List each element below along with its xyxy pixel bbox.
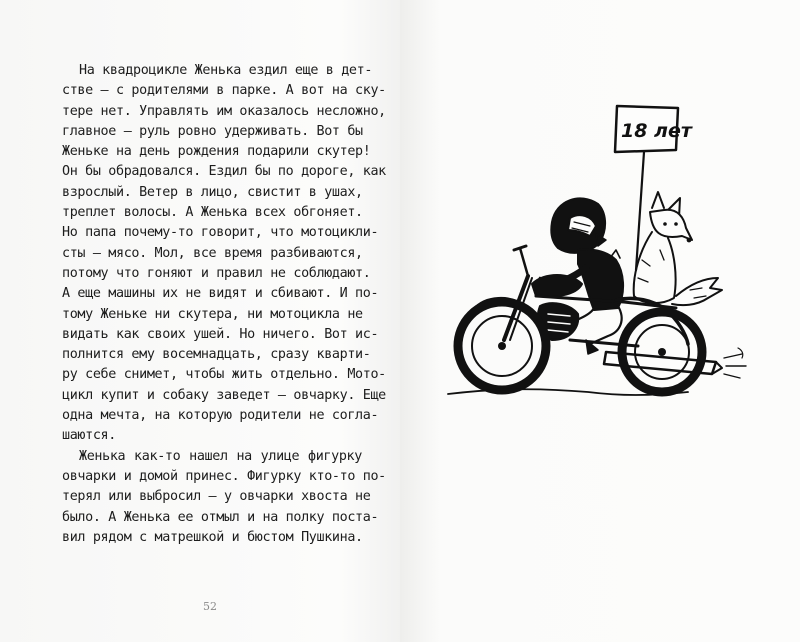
text-line: потому что гоняют и правил не соблюдают.: [62, 265, 371, 281]
body-text: [62, 61, 386, 548]
text-line: сты — мясо. Мол, все время разбиваются,: [62, 245, 363, 261]
text-line: цикл купит и собаку заведет — овчарку. Еще: [62, 387, 386, 403]
text-line: главное — руль ровно удерживать. Вот бы: [62, 123, 363, 139]
text-line: одна мечта, на которую родители не согла-: [62, 408, 379, 424]
text-line: было. А Женька ее отмыл и на полку поста-: [62, 509, 379, 525]
text-line: терял или выбросил — у овчарки хвоста не: [62, 489, 371, 505]
motorcycle-illustration: [420, 100, 780, 420]
front-wheel: [458, 302, 546, 390]
text-line: тому Женьке ни скутера, ни мотоцикла не: [62, 306, 363, 322]
text-line: шаются.: [62, 428, 116, 444]
text-line: стве — с родителями в парке. А вот на ску-: [62, 83, 386, 99]
text-line: тере нет. Управлять им оказалось несложно,: [62, 103, 386, 119]
rear-wheel: [622, 312, 702, 392]
text-line: На квадроцикле Женька ездил еще в дет-: [79, 63, 373, 78]
page-number: 52: [203, 600, 217, 613]
text-line: треплет волосы. А Женька всех обгоняет.: [62, 205, 363, 221]
dog-passenger: [634, 192, 722, 305]
text-line: Он бы обрадовался. Ездил бы по дороге, как: [62, 164, 386, 180]
text-line: А еще машины их не видят и сбивают. И по-: [62, 286, 379, 302]
text-line: Женька как-то нашел на улице фигурку: [79, 448, 362, 464]
text-line: полнится ему восемнадцать, сразу кварти-: [62, 347, 371, 363]
text-line: видать как своих ушей. Но ничего. Вот ис-: [62, 326, 379, 342]
sign-label: 18 лет: [621, 120, 692, 142]
text-line: взрослый. Ветер в лицо, свистит в ушах,: [62, 184, 363, 200]
text-line: Но папа почему-то говорит, что мотоцикли-: [62, 225, 379, 241]
text-line: овчарки и домой принес. Фигурку кто-то по-: [62, 468, 386, 484]
text-line: ру себе снимет, чтобы жить отдельно. Мото-: [62, 367, 386, 383]
text-line: вил рядом с матрешкой и бюстом Пушкина.: [62, 529, 363, 545]
text-line: Женьке на день рождения подарили скутер!: [62, 144, 371, 160]
birthday-sign: [615, 106, 693, 270]
